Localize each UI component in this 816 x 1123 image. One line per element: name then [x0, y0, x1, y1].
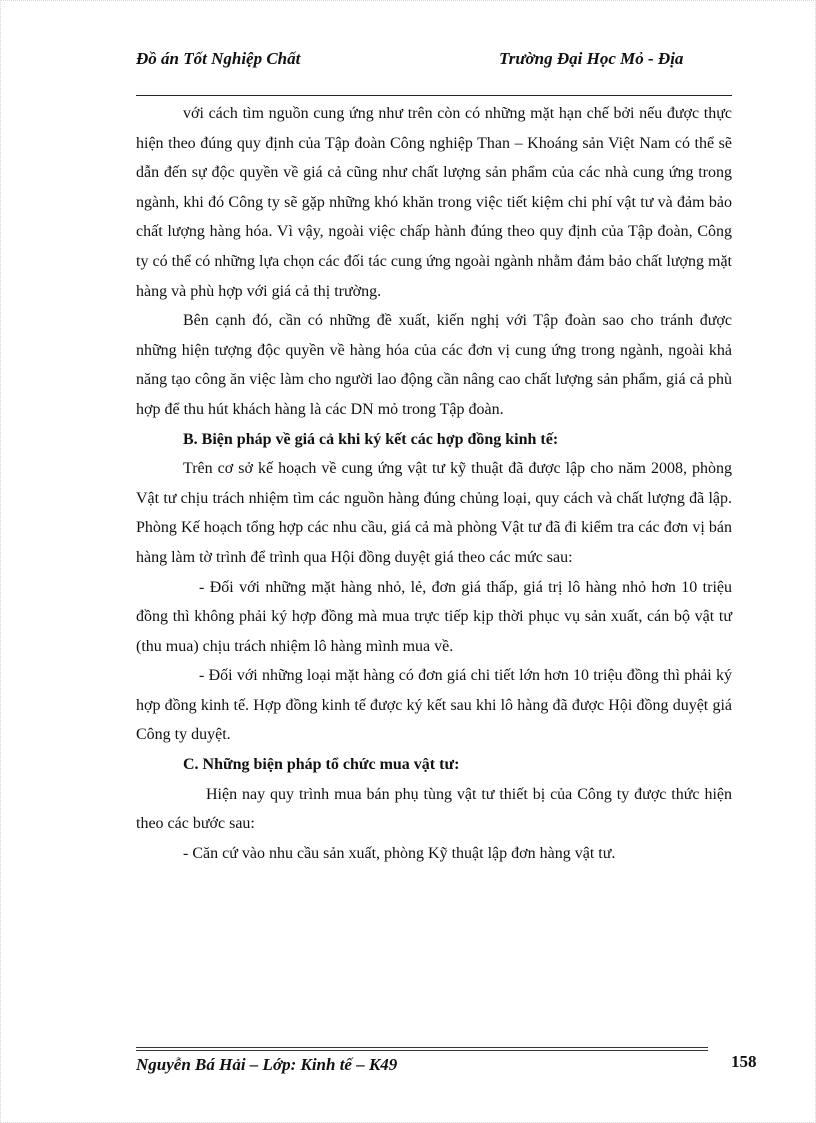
paragraph-procurement-process: Hiện nay quy trình mua bán phụ tùng vật tư thiết bị của Công ty được thức hiện theo các bước sau: — [136, 785, 732, 833]
header-right-title: Trường Đại Học Mỏ - Địa — [499, 49, 684, 68]
footer-rule-bottom — [136, 1050, 708, 1051]
paragraph-pricing-plan: Trên cơ sở kế hoạch về cung ứng vật tư kỹ thuật đã được lập cho năm 2008, phòng Vật tư chịu trách nhiệm tìm các nguồn hàng đúng chủng loại, quy cách và chất lượng đã lập. Phòng Kế hoạch tổng hợp các nhu cầu, giá cả mà phòng Vật tư đã đi kiểm tra các đơn vị bán hàng làm tờ trình để trình qua Hội đồng duyệt giá theo các mức sau: — [136, 460, 732, 566]
section-heading-b: B. Biện pháp về giá cả khi ký kết các hợp đồng kinh tế: — [183, 430, 559, 448]
paragraph-first-step: - Căn cứ vào nhu cầu sản xuất, phòng Kỹ thuật lập đơn hàng vật tư. — [183, 844, 616, 862]
paragraph-large-items: - Đối với những loại mặt hàng có đơn giá chi tiết lớn hơn 10 triệu đồng thì phải ký hợp đồng kinh tế. Hợp đồng kinh tế được ký kết sau khi lô hàng đã được Hội đồng duyệt giá Công ty duyệt. — [136, 667, 732, 744]
footer-rule-top — [136, 1047, 708, 1048]
page-number: 158 — [731, 1052, 757, 1071]
page-header — [136, 48, 736, 96]
section-heading-c: C. Những biện pháp tổ chức mua vật tư: — [183, 756, 460, 774]
header-left-title: Đồ án Tốt Nghiệp Chất — [136, 49, 301, 68]
document-body — [136, 99, 732, 868]
paragraph-small-items: - Đối với những mặt hàng nhỏ, lẻ, đơn giá thấp, giá trị lô hàng nhỏ hơn 10 triệu đồng thì không phải ký hợp đồng mà mua trực tiếp kịp thời phục vụ sản xuất, cán bộ vật tư (thu mua) chịu trách nhiệm lô hàng mình mua về. — [136, 578, 732, 655]
header-rule — [136, 95, 732, 96]
paragraph-supplier-limits: với cách tìm nguồn cung ứng như trên còn có những mặt hạn chế bởi nếu được thực hiện theo đúng quy định của Tập đoàn Công nghiệp Than – Khoáng sản Việt Nam có thể sẽ dẫn đến sự độc quyền về giá cả cũng như chất lượng sản phẩm của các nhà cung ứng trong ngành, khi đó Công ty sẽ gặp những khó khăn trong việc tiết kiệm chi phí vật tư và đảm bảo chất lượng hàng hóa. Vì vậy, ngoài việc chấp hành đúng theo quy định của Tập đoàn, Công ty có thể có những lựa chọn các đối tác cung ứng ngoài ngành nhằm đảm bảo chất lượng mặt hàng và phù hợp với giá cả thị trường. — [136, 105, 732, 300]
footer-author: Nguyễn Bá Hải – Lớp: Kinh tế – K49 — [136, 1055, 398, 1074]
paragraph-proposals: Bên cạnh đó, cần có những đề xuất, kiến nghị với Tập đoàn sao cho tránh được những hiện tượng độc quyền về hàng hóa của các đơn vị cung ứng trong ngành, ngoài khả năng tạo công ăn việc làm cho người lao động cần nâng cao chất lượng sản phẩm, giá cả phù hợp để thu hút khách hàng là các DN mỏ trong Tập đoàn. — [136, 312, 732, 418]
